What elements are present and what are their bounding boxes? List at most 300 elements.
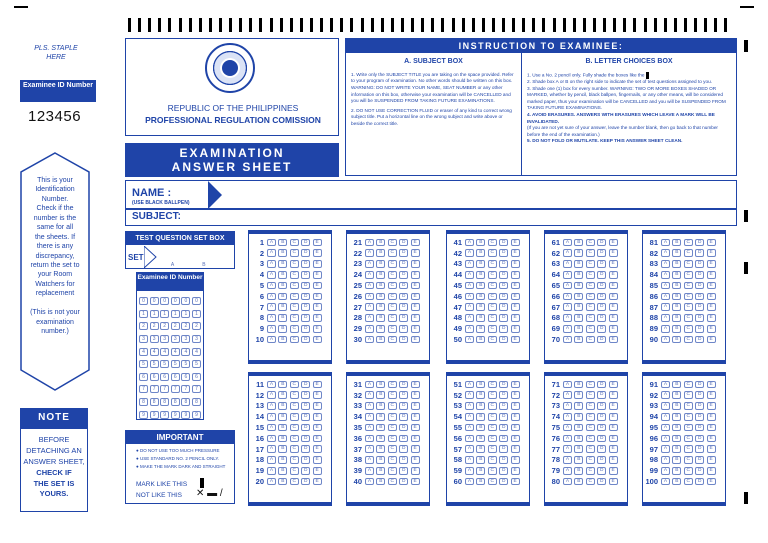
- choice-bubble[interactable]: D: [695, 435, 704, 443]
- choice-bubble[interactable]: E: [609, 260, 618, 268]
- choice-bubble[interactable]: D: [499, 445, 508, 453]
- examinee-id-bubble[interactable]: 8: [139, 398, 148, 406]
- choice-bubble[interactable]: B: [278, 282, 287, 290]
- choice-bubble[interactable]: E: [411, 424, 420, 432]
- choice-bubble[interactable]: A: [465, 381, 474, 389]
- choice-bubble[interactable]: A: [563, 293, 572, 301]
- choice-bubble[interactable]: B: [672, 445, 681, 453]
- choice-bubble[interactable]: C: [290, 435, 299, 443]
- choice-bubble[interactable]: A: [267, 445, 276, 453]
- choice-bubble[interactable]: C: [684, 282, 693, 290]
- choice-bubble[interactable]: D: [597, 282, 606, 290]
- choice-bubble[interactable]: E: [707, 478, 716, 486]
- choice-bubble[interactable]: E: [707, 391, 716, 399]
- examinee-id-bubble[interactable]: 0: [150, 297, 159, 305]
- choice-bubble[interactable]: D: [695, 391, 704, 399]
- choice-bubble[interactable]: E: [313, 282, 322, 290]
- choice-bubble[interactable]: D: [301, 413, 310, 421]
- choice-bubble[interactable]: A: [563, 445, 572, 453]
- choice-bubble[interactable]: C: [488, 445, 497, 453]
- choice-bubble[interactable]: D: [399, 314, 408, 322]
- choice-bubble[interactable]: C: [586, 467, 595, 475]
- choice-bubble[interactable]: A: [661, 478, 670, 486]
- choice-bubble[interactable]: B: [376, 260, 385, 268]
- choice-bubble[interactable]: A: [365, 271, 374, 279]
- choice-bubble[interactable]: B: [672, 314, 681, 322]
- choice-bubble[interactable]: B: [672, 391, 681, 399]
- choice-bubble[interactable]: A: [465, 391, 474, 399]
- choice-bubble[interactable]: D: [499, 239, 508, 247]
- examinee-id-bubble[interactable]: 1: [139, 310, 148, 318]
- choice-bubble[interactable]: B: [476, 303, 485, 311]
- choice-bubble[interactable]: E: [313, 381, 322, 389]
- choice-bubble[interactable]: D: [399, 271, 408, 279]
- choice-bubble[interactable]: D: [695, 402, 704, 410]
- choice-bubble[interactable]: B: [278, 402, 287, 410]
- choice-bubble[interactable]: D: [301, 402, 310, 410]
- choice-bubble[interactable]: E: [707, 381, 716, 389]
- choice-bubble[interactable]: E: [313, 260, 322, 268]
- choice-bubble[interactable]: E: [707, 260, 716, 268]
- choice-bubble[interactable]: E: [411, 303, 420, 311]
- choice-bubble[interactable]: E: [411, 478, 420, 486]
- choice-bubble[interactable]: C: [684, 445, 693, 453]
- choice-bubble[interactable]: D: [695, 336, 704, 344]
- examinee-id-bubble[interactable]: 3: [160, 335, 169, 343]
- choice-bubble[interactable]: D: [695, 303, 704, 311]
- choice-bubble[interactable]: D: [597, 293, 606, 301]
- choice-bubble[interactable]: D: [301, 467, 310, 475]
- choice-bubble[interactable]: D: [597, 456, 606, 464]
- choice-bubble[interactable]: E: [411, 239, 420, 247]
- choice-bubble[interactable]: D: [301, 325, 310, 333]
- choice-bubble[interactable]: E: [313, 239, 322, 247]
- choice-bubble[interactable]: D: [399, 467, 408, 475]
- choice-bubble[interactable]: A: [365, 478, 374, 486]
- examinee-id-bubble[interactable]: 4: [160, 348, 169, 356]
- examinee-id-bubble[interactable]: 5: [181, 360, 190, 368]
- choice-bubble[interactable]: C: [586, 249, 595, 257]
- choice-bubble[interactable]: E: [609, 271, 618, 279]
- choice-bubble[interactable]: B: [672, 271, 681, 279]
- choice-bubble[interactable]: D: [499, 260, 508, 268]
- choice-bubble[interactable]: C: [388, 325, 397, 333]
- choice-bubble[interactable]: B: [278, 467, 287, 475]
- choice-bubble[interactable]: E: [707, 336, 716, 344]
- choice-bubble[interactable]: C: [388, 249, 397, 257]
- choice-bubble[interactable]: B: [278, 249, 287, 257]
- choice-bubble[interactable]: E: [609, 478, 618, 486]
- choice-bubble[interactable]: A: [365, 413, 374, 421]
- choice-bubble[interactable]: D: [399, 303, 408, 311]
- choice-bubble[interactable]: D: [399, 424, 408, 432]
- choice-bubble[interactable]: A: [365, 325, 374, 333]
- choice-bubble[interactable]: D: [301, 249, 310, 257]
- choice-bubble[interactable]: B: [672, 303, 681, 311]
- choice-bubble[interactable]: E: [511, 314, 520, 322]
- choice-bubble[interactable]: B: [574, 413, 583, 421]
- choice-bubble[interactable]: C: [586, 435, 595, 443]
- choice-bubble[interactable]: C: [388, 478, 397, 486]
- choice-bubble[interactable]: A: [563, 424, 572, 432]
- choice-bubble[interactable]: C: [488, 260, 497, 268]
- choice-bubble[interactable]: B: [376, 325, 385, 333]
- choice-bubble[interactable]: C: [488, 314, 497, 322]
- choice-bubble[interactable]: E: [313, 467, 322, 475]
- choice-bubble[interactable]: E: [313, 391, 322, 399]
- choice-bubble[interactable]: E: [707, 445, 716, 453]
- choice-bubble[interactable]: C: [684, 336, 693, 344]
- choice-bubble[interactable]: C: [684, 293, 693, 301]
- choice-bubble[interactable]: B: [376, 413, 385, 421]
- choice-bubble[interactable]: A: [267, 478, 276, 486]
- choice-bubble[interactable]: B: [376, 381, 385, 389]
- choice-bubble[interactable]: D: [499, 456, 508, 464]
- choice-bubble[interactable]: C: [684, 325, 693, 333]
- choice-bubble[interactable]: C: [290, 467, 299, 475]
- choice-bubble[interactable]: C: [290, 314, 299, 322]
- choice-bubble[interactable]: A: [365, 445, 374, 453]
- choice-bubble[interactable]: B: [672, 413, 681, 421]
- choice-bubble[interactable]: C: [290, 303, 299, 311]
- choice-bubble[interactable]: C: [488, 336, 497, 344]
- choice-bubble[interactable]: A: [563, 402, 572, 410]
- choice-bubble[interactable]: C: [290, 381, 299, 389]
- examinee-id-bubble[interactable]: 2: [181, 322, 190, 330]
- choice-bubble[interactable]: E: [511, 271, 520, 279]
- choice-bubble[interactable]: D: [597, 314, 606, 322]
- choice-bubble[interactable]: A: [465, 303, 474, 311]
- choice-bubble[interactable]: B: [476, 336, 485, 344]
- choice-bubble[interactable]: C: [290, 239, 299, 247]
- choice-bubble[interactable]: C: [290, 456, 299, 464]
- choice-bubble[interactable]: C: [290, 293, 299, 301]
- choice-bubble[interactable]: E: [609, 435, 618, 443]
- choice-bubble[interactable]: C: [684, 249, 693, 257]
- choice-bubble[interactable]: A: [267, 391, 276, 399]
- choice-bubble[interactable]: C: [388, 413, 397, 421]
- examinee-id-bubble[interactable]: 5: [139, 360, 148, 368]
- choice-bubble[interactable]: E: [707, 325, 716, 333]
- choice-bubble[interactable]: E: [313, 314, 322, 322]
- choice-bubble[interactable]: E: [511, 325, 520, 333]
- examinee-id-bubble[interactable]: 2: [171, 322, 180, 330]
- choice-bubble[interactable]: E: [511, 293, 520, 301]
- choice-bubble[interactable]: E: [609, 391, 618, 399]
- choice-bubble[interactable]: C: [586, 303, 595, 311]
- choice-bubble[interactable]: D: [695, 413, 704, 421]
- choice-bubble[interactable]: D: [597, 303, 606, 311]
- choice-bubble[interactable]: E: [609, 325, 618, 333]
- choice-bubble[interactable]: B: [476, 413, 485, 421]
- choice-bubble[interactable]: D: [597, 467, 606, 475]
- choice-bubble[interactable]: E: [609, 413, 618, 421]
- choice-bubble[interactable]: E: [609, 303, 618, 311]
- choice-bubble[interactable]: E: [511, 260, 520, 268]
- choice-bubble[interactable]: E: [707, 435, 716, 443]
- choice-bubble[interactable]: A: [365, 391, 374, 399]
- choice-bubble[interactable]: C: [684, 271, 693, 279]
- choice-bubble[interactable]: A: [465, 239, 474, 247]
- choice-bubble[interactable]: A: [661, 467, 670, 475]
- choice-bubble[interactable]: D: [499, 325, 508, 333]
- examinee-id-bubble[interactable]: 3: [171, 335, 180, 343]
- choice-bubble[interactable]: E: [411, 336, 420, 344]
- choice-bubble[interactable]: C: [684, 456, 693, 464]
- choice-bubble[interactable]: D: [695, 249, 704, 257]
- examinee-id-bubble[interactable]: 8: [150, 398, 159, 406]
- choice-bubble[interactable]: C: [586, 381, 595, 389]
- choice-bubble[interactable]: A: [661, 249, 670, 257]
- choice-bubble[interactable]: E: [313, 413, 322, 421]
- choice-bubble[interactable]: E: [511, 249, 520, 257]
- choice-bubble[interactable]: C: [290, 478, 299, 486]
- choice-bubble[interactable]: B: [278, 413, 287, 421]
- choice-bubble[interactable]: B: [476, 293, 485, 301]
- choice-bubble[interactable]: C: [488, 413, 497, 421]
- choice-bubble[interactable]: B: [574, 424, 583, 432]
- choice-bubble[interactable]: E: [609, 239, 618, 247]
- choice-bubble[interactable]: D: [695, 314, 704, 322]
- choice-bubble[interactable]: C: [586, 260, 595, 268]
- choice-bubble[interactable]: D: [597, 336, 606, 344]
- choice-bubble[interactable]: B: [278, 478, 287, 486]
- choice-bubble[interactable]: E: [411, 260, 420, 268]
- choice-bubble[interactable]: A: [365, 314, 374, 322]
- choice-bubble[interactable]: B: [574, 325, 583, 333]
- choice-bubble[interactable]: E: [707, 282, 716, 290]
- examinee-id-bubble[interactable]: 5: [150, 360, 159, 368]
- choice-bubble[interactable]: E: [609, 456, 618, 464]
- choice-bubble[interactable]: E: [511, 445, 520, 453]
- examinee-id-bubble[interactable]: 5: [192, 360, 201, 368]
- choice-bubble[interactable]: D: [499, 336, 508, 344]
- choice-bubble[interactable]: D: [399, 282, 408, 290]
- choice-bubble[interactable]: B: [672, 260, 681, 268]
- examinee-id-bubble[interactable]: 6: [139, 373, 148, 381]
- choice-bubble[interactable]: D: [695, 424, 704, 432]
- choice-bubble[interactable]: A: [563, 456, 572, 464]
- choice-bubble[interactable]: D: [695, 293, 704, 301]
- choice-bubble[interactable]: C: [290, 445, 299, 453]
- choice-bubble[interactable]: D: [399, 435, 408, 443]
- choice-bubble[interactable]: E: [511, 456, 520, 464]
- choice-bubble[interactable]: E: [511, 239, 520, 247]
- choice-bubble[interactable]: B: [672, 282, 681, 290]
- choice-bubble[interactable]: B: [574, 445, 583, 453]
- examinee-id-bubble[interactable]: 0: [139, 297, 148, 305]
- choice-bubble[interactable]: A: [563, 467, 572, 475]
- choice-bubble[interactable]: E: [707, 293, 716, 301]
- choice-bubble[interactable]: C: [290, 282, 299, 290]
- choice-bubble[interactable]: A: [465, 413, 474, 421]
- choice-bubble[interactable]: A: [563, 325, 572, 333]
- choice-bubble[interactable]: D: [499, 478, 508, 486]
- choice-bubble[interactable]: B: [476, 435, 485, 443]
- choice-bubble[interactable]: B: [476, 445, 485, 453]
- choice-bubble[interactable]: B: [672, 402, 681, 410]
- choice-bubble[interactable]: C: [488, 391, 497, 399]
- examinee-id-bubble[interactable]: 4: [139, 348, 148, 356]
- choice-bubble[interactable]: C: [586, 271, 595, 279]
- choice-bubble[interactable]: A: [267, 325, 276, 333]
- choice-bubble[interactable]: A: [661, 282, 670, 290]
- choice-bubble[interactable]: C: [488, 381, 497, 389]
- choice-bubble[interactable]: E: [313, 424, 322, 432]
- choice-bubble[interactable]: C: [586, 456, 595, 464]
- choice-bubble[interactable]: C: [684, 435, 693, 443]
- examinee-id-bubble[interactable]: 3: [150, 335, 159, 343]
- choice-bubble[interactable]: A: [267, 402, 276, 410]
- choice-bubble[interactable]: E: [411, 467, 420, 475]
- choice-bubble[interactable]: D: [399, 413, 408, 421]
- choice-bubble[interactable]: D: [499, 314, 508, 322]
- choice-bubble[interactable]: E: [411, 456, 420, 464]
- choice-bubble[interactable]: B: [574, 314, 583, 322]
- choice-bubble[interactable]: B: [476, 467, 485, 475]
- examinee-id-bubble[interactable]: 0: [181, 297, 190, 305]
- choice-bubble[interactable]: D: [499, 467, 508, 475]
- choice-bubble[interactable]: A: [661, 271, 670, 279]
- choice-bubble[interactable]: B: [476, 282, 485, 290]
- choice-bubble[interactable]: D: [399, 293, 408, 301]
- choice-bubble[interactable]: E: [313, 336, 322, 344]
- choice-bubble[interactable]: C: [488, 435, 497, 443]
- choice-bubble[interactable]: A: [661, 314, 670, 322]
- choice-bubble[interactable]: A: [661, 424, 670, 432]
- choice-bubble[interactable]: B: [278, 336, 287, 344]
- choice-bubble[interactable]: C: [388, 424, 397, 432]
- set-bubble-b[interactable]: B: [202, 262, 206, 268]
- choice-bubble[interactable]: B: [278, 325, 287, 333]
- choice-bubble[interactable]: A: [465, 249, 474, 257]
- choice-bubble[interactable]: A: [465, 456, 474, 464]
- choice-bubble[interactable]: E: [511, 282, 520, 290]
- choice-bubble[interactable]: C: [290, 413, 299, 421]
- choice-bubble[interactable]: A: [365, 467, 374, 475]
- choice-bubble[interactable]: C: [684, 303, 693, 311]
- choice-bubble[interactable]: D: [499, 293, 508, 301]
- choice-bubble[interactable]: D: [499, 413, 508, 421]
- choice-bubble[interactable]: D: [597, 325, 606, 333]
- examinee-id-bubble[interactable]: 5: [160, 360, 169, 368]
- choice-bubble[interactable]: A: [365, 336, 374, 344]
- choice-bubble[interactable]: A: [267, 467, 276, 475]
- choice-bubble[interactable]: C: [388, 467, 397, 475]
- choice-bubble[interactable]: B: [672, 336, 681, 344]
- choice-bubble[interactable]: E: [411, 325, 420, 333]
- choice-bubble[interactable]: C: [388, 314, 397, 322]
- choice-bubble[interactable]: C: [388, 391, 397, 399]
- choice-bubble[interactable]: B: [376, 445, 385, 453]
- examinee-id-bubble[interactable]: 3: [192, 335, 201, 343]
- examinee-id-bubble[interactable]: 7: [139, 385, 148, 393]
- examinee-id-bubble[interactable]: 7: [181, 385, 190, 393]
- choice-bubble[interactable]: E: [511, 336, 520, 344]
- choice-bubble[interactable]: D: [597, 478, 606, 486]
- choice-bubble[interactable]: A: [661, 260, 670, 268]
- choice-bubble[interactable]: B: [476, 424, 485, 432]
- choice-bubble[interactable]: A: [661, 445, 670, 453]
- choice-bubble[interactable]: B: [574, 239, 583, 247]
- choice-bubble[interactable]: C: [388, 435, 397, 443]
- choice-bubble[interactable]: D: [597, 260, 606, 268]
- choice-bubble[interactable]: E: [511, 402, 520, 410]
- choice-bubble[interactable]: E: [707, 456, 716, 464]
- choice-bubble[interactable]: A: [661, 336, 670, 344]
- choice-bubble[interactable]: E: [313, 303, 322, 311]
- examinee-id-bubble[interactable]: 2: [150, 322, 159, 330]
- choice-bubble[interactable]: D: [499, 381, 508, 389]
- choice-bubble[interactable]: C: [586, 402, 595, 410]
- choice-bubble[interactable]: D: [695, 260, 704, 268]
- choice-bubble[interactable]: D: [597, 413, 606, 421]
- choice-bubble[interactable]: D: [301, 445, 310, 453]
- choice-bubble[interactable]: D: [399, 381, 408, 389]
- choice-bubble[interactable]: D: [301, 260, 310, 268]
- choice-bubble[interactable]: D: [301, 435, 310, 443]
- choice-bubble[interactable]: E: [411, 402, 420, 410]
- choice-bubble[interactable]: C: [684, 467, 693, 475]
- examinee-id-bubble[interactable]: 0: [160, 297, 169, 305]
- choice-bubble[interactable]: D: [301, 424, 310, 432]
- choice-bubble[interactable]: E: [313, 293, 322, 301]
- choice-bubble[interactable]: B: [574, 271, 583, 279]
- choice-bubble[interactable]: B: [376, 391, 385, 399]
- choice-bubble[interactable]: E: [707, 271, 716, 279]
- choice-bubble[interactable]: D: [597, 424, 606, 432]
- choice-bubble[interactable]: B: [574, 456, 583, 464]
- choice-bubble[interactable]: C: [684, 413, 693, 421]
- choice-bubble[interactable]: B: [376, 402, 385, 410]
- choice-bubble[interactable]: D: [499, 249, 508, 257]
- choice-bubble[interactable]: E: [411, 413, 420, 421]
- choice-bubble[interactable]: A: [365, 282, 374, 290]
- choice-bubble[interactable]: A: [365, 456, 374, 464]
- choice-bubble[interactable]: E: [707, 413, 716, 421]
- choice-bubble[interactable]: E: [707, 239, 716, 247]
- choice-bubble[interactable]: A: [563, 391, 572, 399]
- choice-bubble[interactable]: B: [672, 424, 681, 432]
- choice-bubble[interactable]: D: [499, 424, 508, 432]
- choice-bubble[interactable]: E: [609, 336, 618, 344]
- examinee-id-bubble[interactable]: 1: [171, 310, 180, 318]
- examinee-id-bubble[interactable]: 1: [150, 310, 159, 318]
- choice-bubble[interactable]: B: [278, 271, 287, 279]
- choice-bubble[interactable]: D: [301, 336, 310, 344]
- choice-bubble[interactable]: A: [465, 402, 474, 410]
- choice-bubble[interactable]: A: [267, 456, 276, 464]
- choice-bubble[interactable]: A: [267, 303, 276, 311]
- choice-bubble[interactable]: D: [301, 293, 310, 301]
- choice-bubble[interactable]: D: [301, 478, 310, 486]
- choice-bubble[interactable]: D: [399, 336, 408, 344]
- examinee-id-bubble[interactable]: 2: [160, 322, 169, 330]
- choice-bubble[interactable]: A: [267, 336, 276, 344]
- choice-bubble[interactable]: B: [376, 467, 385, 475]
- examinee-id-bubble[interactable]: 6: [192, 373, 201, 381]
- choice-bubble[interactable]: A: [465, 271, 474, 279]
- choice-bubble[interactable]: A: [563, 249, 572, 257]
- examinee-id-bubble[interactable]: 9: [192, 411, 201, 419]
- choice-bubble[interactable]: E: [511, 435, 520, 443]
- choice-bubble[interactable]: A: [365, 402, 374, 410]
- choice-bubble[interactable]: C: [488, 239, 497, 247]
- choice-bubble[interactable]: C: [488, 282, 497, 290]
- examinee-id-bubble[interactable]: 9: [171, 411, 180, 419]
- choice-bubble[interactable]: C: [684, 391, 693, 399]
- choice-bubble[interactable]: C: [488, 303, 497, 311]
